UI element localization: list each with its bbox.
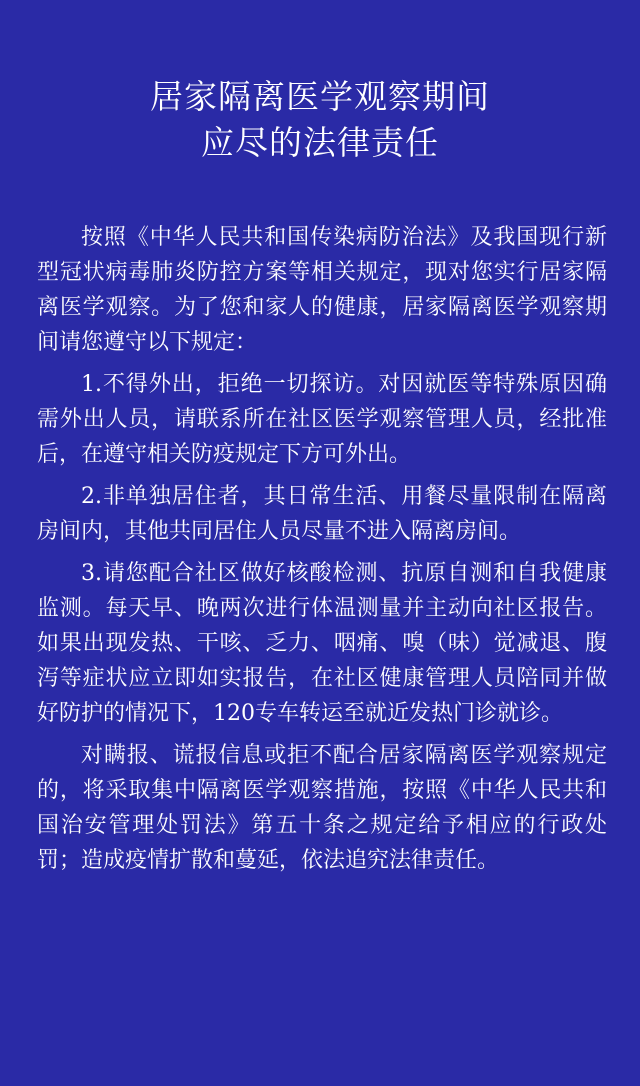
notice-body	[37, 220, 607, 878]
intro-paragraph: 按照《中华人民共和国传染病防治法》及我国现行新型冠状病毒肺炎防控方案等相关规定，现对您实行居家隔离医学观察。为了您和家人的健康，居家隔离医学观察期间请您遵守以下规定：	[37, 225, 607, 355]
notice-title	[0, 74, 640, 166]
rule-2-paragraph: 2.非单独居住者，其日常生活、用餐尽量限制在隔离房间内，其他共同居住人员尽量不进入隔离房间。	[37, 484, 607, 544]
title-line-2: 应尽的法律责任	[201, 123, 439, 162]
penalty-paragraph: 对瞒报、谎报信息或拒不配合居家隔离医学观察规定的，将采取集中隔离医学观察措施，按照《中华人民共和国治安管理处罚法》第五十条之规定给予相应的行政处罚；造成疫情扩散和蔓延，依法追究法律责任。	[37, 743, 607, 873]
rule-1-paragraph: 1.不得外出，拒绝一切探访。对因就医等特殊原因确需外出人员，请联系所在社区医学观察管理人员，经批准后，在遵守相关防疫规定下方可外出。	[37, 372, 607, 467]
rule-3-paragraph: 3.请您配合社区做好核酸检测、抗原自测和自我健康监测。每天早、晚两次进行体温测量并主动向社区报告。如果出现发热、干咳、乏力、咽痛、嗅（味）觉减退、腹泻等症状应立即如实报告，在社区健康管理人员陪同并做好防护的情况下，120专车转运至就近发热门诊就诊。	[37, 561, 607, 726]
title-line-1: 居家隔离医学观察期间	[150, 77, 490, 116]
